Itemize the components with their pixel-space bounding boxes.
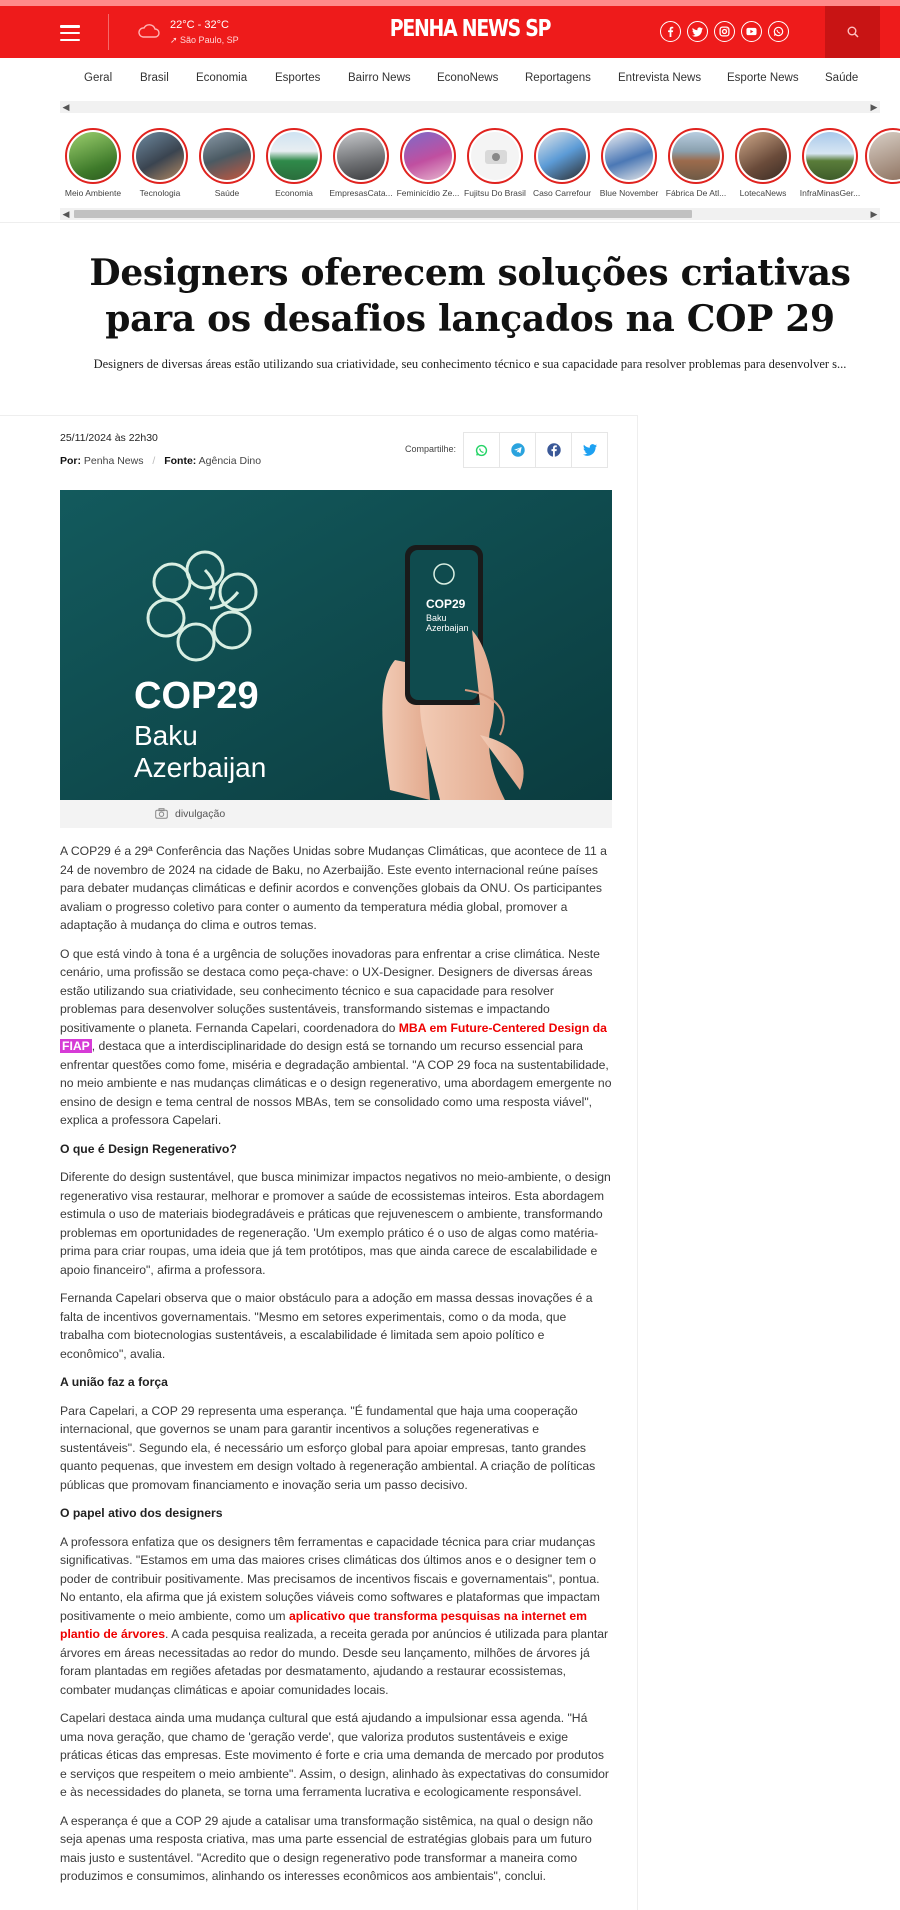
nav-item-economia[interactable]: Economia <box>196 72 248 84</box>
nav-item-bairro-news[interactable]: Bairro News <box>348 72 411 84</box>
twitter-icon <box>583 444 597 456</box>
story-item[interactable] <box>396 128 460 198</box>
paragraph-text: O que está vindo à tona é a urgência de soluções inovadoras para enfrentar a crise climática. Neste cenário, uma profissão se destaca como peça-chave: o UX-Designer. Designers de diversas áreas estão utilizando sua criatividade, seu conhecimento técnico e sua capacidade para resolver problemas para desenvolver soluções sustentáveis, transformando sistemas e impactando positivamente o planeta. Fernanda Capelari, coordenadora do <box>60 946 600 1035</box>
share-label: Compartilhe: <box>405 444 457 454</box>
story-label: Tecnologia <box>139 188 181 198</box>
share-whatsapp-button[interactable] <box>463 432 500 468</box>
article-paragraph: A esperança é que a COP 29 ajude a catalisar uma transformação sistêmica, na qual o design não seja apenas uma resposta criativa, mas uma parte essencial de estratégias globais para um futuro mais justo e sustentável. "Acredito que o design regenerativo pode transformar a maneira como produzimos e consumimos, alinhando os interesses econômicos aos ambientais", conclui. <box>60 1813 593 1883</box>
article-paragraph: Diferente do design sustentável, que busca minimizar impactos negativos no meio-ambiente, o design regenerativo visa restaurar, melhorar e promover a saúde de ecossistemas inteiros. Esta abordagem estimula o uso de materiais biodegradáveis e práticas que rejuvenescem o ambiente, transformando problemas em oportunidades de regeneração. 'Um exemplo prático é o uso de algas como matéria-prima para criar roupas, uma ideia que já tem protótipos, mas que ainda carece de escalabilidade e apoio financeiro", afirma a professora. <box>60 1170 611 1277</box>
whatsapp-icon <box>475 444 488 457</box>
phone-city-text: Baku <box>426 613 447 623</box>
story-label: Feminicídio Ze... <box>396 188 460 198</box>
nav-item-entrevista-news[interactable]: Entrevista News <box>618 72 702 84</box>
article-date: 25/11/2024 às 22h30 <box>60 432 158 444</box>
byline-label: Por: <box>60 455 81 467</box>
story-label: Meio Ambiente <box>64 188 122 198</box>
story-item[interactable] <box>731 128 795 198</box>
facebook-icon[interactable] <box>660 21 681 42</box>
facebook-icon <box>547 443 561 457</box>
nav-item-geral[interactable]: Geral <box>84 72 113 84</box>
weather-city: ➚ São Paulo, SP <box>170 35 239 45</box>
story-label: Caso Carrefour <box>532 188 592 198</box>
scroll-right-icon[interactable]: ▶ <box>870 209 878 219</box>
article-paragraph <box>60 945 612 1130</box>
cop29-illustration <box>60 490 612 800</box>
article-byline <box>60 455 261 467</box>
author-name[interactable]: Penha News <box>83 455 144 467</box>
site-logo[interactable]: PENHA NEWS SP <box>389 16 551 42</box>
instagram-icon[interactable] <box>714 21 735 42</box>
nav-item-esporte-news[interactable]: Esporte News <box>727 72 799 84</box>
whatsapp-icon[interactable] <box>768 21 789 42</box>
image-caption-bar <box>60 800 612 828</box>
mba-link-text: MBA em Future-Centered Design da <box>398 1020 607 1035</box>
article-paragraph: A COP29 é a 29ª Conferência das Nações Unidas sobre Mudanças Climáticas, que acontece de 11 a 24 de novembro de 2024 na cidade de Baku, no Azerbaijão. Este evento internacional reúne países para debater mudanças climáticas e definir acordos e convenções globais da ONU. Os participantes avaliam o progresso coletivo para conter o aumento da temperatura média global, promover a adaptação à mudança do clima e outros temas. <box>60 844 607 932</box>
cloud-icon <box>138 24 160 38</box>
article-body <box>60 842 612 1896</box>
story-item[interactable] <box>61 128 125 198</box>
header-divider <box>108 14 109 50</box>
story-label: Fábrica De Atl... <box>665 188 727 198</box>
camera-icon <box>155 808 168 819</box>
story-item[interactable] <box>530 128 594 198</box>
fiap-highlight: FIAP <box>62 1039 90 1053</box>
article-paragraph <box>60 1533 612 1700</box>
hero-cop-text: COP29 <box>134 675 259 717</box>
section-heading: O que é Design Regenerativo? <box>60 1141 237 1156</box>
image-caption: divulgação <box>175 808 226 820</box>
article-paragraph: Capelari destaca ainda uma mudança cultural que está ajudando a impulsionar essa agenda. "Há uma nova geração, que chamo de 'geração verde', que valoriza produtos sustentáveis e exige práticas éticas das empresas. Este movimento é forte e cria uma demanda de mercado por produtos e serviços que respeitem o meio ambiente". Assim, o design, alinhado às expectativas do consumidor e às necessidades do planeta, se torna uma ferramenta lucrativa e ecologicamente responsável. <box>60 1711 609 1799</box>
story-item[interactable] <box>798 128 862 198</box>
article-title: Designers oferecem soluções criativas para os desafios lançados na COP 29 <box>89 252 851 340</box>
nav-item-econonews[interactable]: EconoNews <box>437 72 499 84</box>
nav-scrollbar[interactable] <box>60 101 880 113</box>
nav-item-reportagens[interactable]: Reportagens <box>525 72 591 84</box>
scroll-left-icon[interactable]: ◀ <box>62 102 70 112</box>
source-name: Agência Dino <box>198 455 262 467</box>
story-item-partial[interactable] <box>865 128 900 184</box>
source-label: Fonte: <box>164 455 197 467</box>
paragraph-text: A professora enfatiza que os designers têm ferramentas e capacidade técnica para criar mudanças significativas. "Estamos em uma das maiores crises climáticas dos últimos anos e o designer tem o poder de contribuir positivamente. Mas precisamos de incentivos fiscais e governamentais", pontua. No entanto, ela afirma que já existem soluções viáveis como softwares e plataformas que impactam positivamente o meio ambiente, como um <box>60 1534 600 1623</box>
share-telegram-button[interactable] <box>499 432 536 468</box>
story-label: InfraMinasGer... <box>799 188 861 198</box>
scroll-left-icon[interactable]: ◀ <box>62 209 70 219</box>
share-twitter-button[interactable] <box>571 432 608 468</box>
scrollbar-thumb[interactable] <box>74 210 692 218</box>
section-heading: O papel ativo dos designers <box>60 1506 223 1520</box>
scroll-right-icon[interactable]: ▶ <box>870 102 878 112</box>
story-item[interactable] <box>128 128 192 198</box>
app-link[interactable]: aplicativo que transforma pesquisas na internet em plantio de árvores <box>60 1608 587 1641</box>
story-label: Economia <box>275 188 313 198</box>
telegram-icon <box>511 443 525 457</box>
weather-temperature: 22°C - 32°C <box>170 19 229 31</box>
story-item[interactable] <box>262 128 326 198</box>
phone-country-text: Azerbaijan <box>426 623 469 633</box>
stories-scrollbar[interactable] <box>60 208 880 220</box>
article-hero-image <box>60 490 612 800</box>
divider <box>0 222 900 223</box>
hero-country-text: Azerbaijan <box>134 752 267 783</box>
story-label: Saúde <box>214 188 240 198</box>
hero-city-text: Baku <box>134 720 198 751</box>
article-paragraph: Fernanda Capelari observa que o maior obstáculo para a adoção em massa dessas inovações é a falta de incentivos governamentais. "Mesmo em setores experimentais, como o da moda, que trabalha com biotecnologias sustentáveis, a escalabilidade é limitada sem apoio político e econômico", avalia. <box>60 1291 593 1361</box>
article-paragraph: Para Capelari, a COP 29 representa uma esperança. "É fundamental que haja uma cooperação internacional, que governos se unam para garantir incentivos a soluções regenerativas e sustentáveis". Segundo ela, é necessário um esforço global para apoiar empresas, tanto grandes quanto pequenas, que investem em design voltado à regeneração ambiental. A criação de políticas públicas que promovam financiamento e inovação seria um passo decisivo. <box>60 1403 596 1492</box>
story-item[interactable] <box>664 128 728 198</box>
search-icon <box>847 26 859 38</box>
story-item[interactable] <box>463 128 527 198</box>
paragraph-text: . A cada pesquisa realizada, a receita gerada por anúncios é utilizada para plantar árvores em áreas necessitadas ao redor do mundo. Desde seu lançamento, milhões de árvores já foram plantadas em regiões afetadas por desmatamento, ajudando a restaurar ecossistemas, combater mudanças climáticas e apoiar comunidades locais. <box>60 1627 609 1697</box>
share-facebook-button[interactable] <box>535 432 572 468</box>
story-label: LotecaNews <box>739 188 787 198</box>
story-label: EmpresasCata... <box>329 188 393 198</box>
article-subtitle: Designers de diversas áreas estão utilizando sua criatividade, seu conhecimento técnico e sua capacidade para resolver problemas para desenvolver s... <box>93 357 847 371</box>
menu-icon[interactable] <box>60 25 80 41</box>
story-item[interactable] <box>195 128 259 198</box>
search-button[interactable] <box>825 6 880 58</box>
nav-item-saude[interactable]: Saúde <box>825 72 859 84</box>
category-nav <box>0 66 900 92</box>
story-label: Blue November <box>599 188 659 198</box>
nav-item-esportes[interactable]: Esportes <box>275 72 321 84</box>
weather-city-label: São Paulo, SP <box>180 35 239 45</box>
youtube-icon[interactable] <box>741 21 762 42</box>
story-label: Fujitsu Do Brasil <box>464 188 526 198</box>
paragraph-text: , destaca que a interdisciplinaridade do design está se tornando um recurso essencial para enfrentar questões como fome, miséria e degradação ambiental. "A COP 29 foca na sustentabilidade, no meio ambiente e nas mudanças climáticas e o design regenerativo, uma abordagem emergente no ensino de design e tema central de nossos MBAs, tem se consolidado como uma resposta viável", explica a professora Capelari. <box>60 1039 612 1127</box>
site-header <box>0 6 900 58</box>
phone-cop-text: COP29 <box>426 597 466 611</box>
section-heading: A união faz a força <box>60 1375 168 1389</box>
twitter-icon[interactable] <box>687 21 708 42</box>
story-item[interactable] <box>329 128 393 198</box>
nav-item-brasil[interactable]: Brasil <box>140 72 169 84</box>
story-item[interactable] <box>597 128 661 198</box>
byline-separator: / <box>152 455 156 467</box>
